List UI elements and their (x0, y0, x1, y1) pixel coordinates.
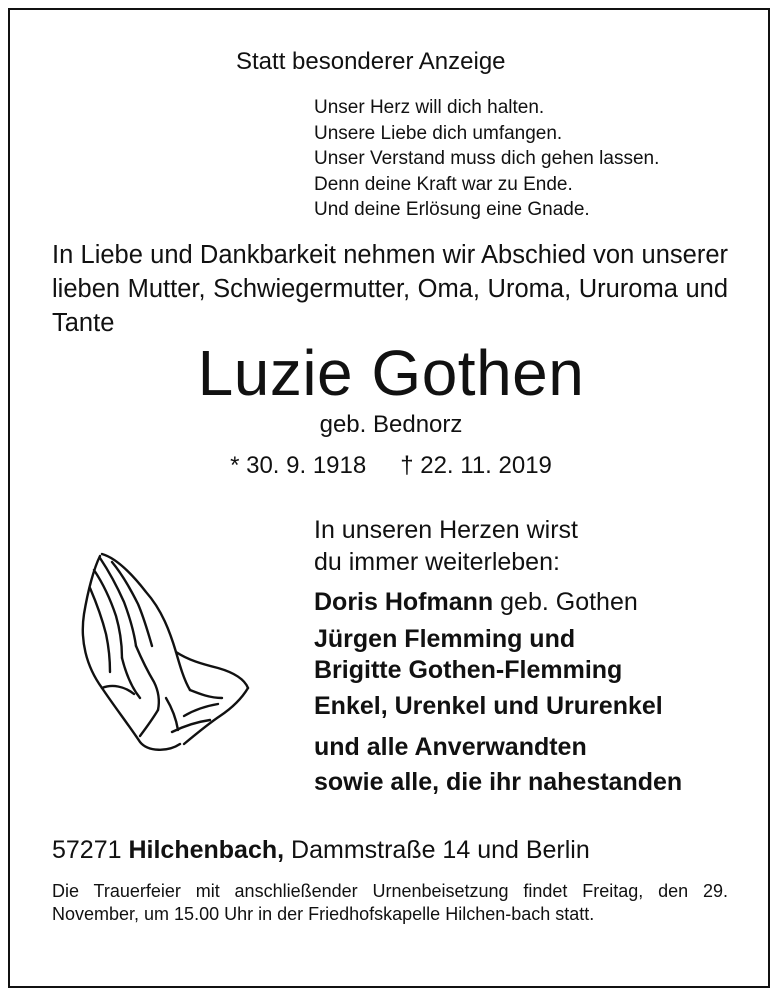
deceased-name: Luzie Gothen (197, 337, 585, 409)
remember-line: In unseren Herzen wirst (314, 516, 579, 544)
birth-name: geb. Bednorz (319, 411, 463, 438)
mourner-relatives: und alle Anverwandten (314, 733, 587, 761)
poem-line: Und deine Erlösung eine Gnade. (314, 199, 590, 220)
mourner-juergen-brigitte (314, 624, 622, 686)
mourner-name: Doris Hofmann (314, 588, 494, 616)
poem (314, 95, 659, 223)
intro-text: In Liebe und Dankbarkeit nehmen wir Abschied von unserer lieben Mutter, Schwiegermutter, Oma, Uroma, Ururoma und Tante (52, 241, 728, 337)
address-street: Dammstraße 14 und Berlin (291, 836, 590, 864)
mourner-others: sowie alle, die ihr nahestanden (314, 768, 683, 796)
remember-text (314, 514, 578, 578)
poem-line: Denn deine Kraft war zu Ende. (314, 173, 573, 195)
mourner-line: Brigitte Gothen-Flemming (314, 656, 623, 684)
funeral-notice: Die Trauerfeier mit anschließender Urnenbeisetzung findet Freitag, den 29. November, um 15.00 Uhr in der Friedhofskapelle Hilchen-bach statt. (52, 881, 728, 924)
mourner-birth-name: geb. Gothen (500, 588, 638, 616)
life-dates (0, 452, 782, 480)
mourner-doris (314, 588, 638, 617)
death-date: † 22. 11. 2019 (400, 452, 552, 479)
poem-line: Unser Verstand muss dich gehen lassen. (314, 148, 660, 169)
mourner-line: Jürgen Flemming und (314, 625, 576, 653)
remember-line: du immer weiterleben: (314, 548, 560, 576)
notice-header: Statt besonderer Anzeige (236, 48, 506, 75)
birth-date: * 30. 9. 1918 (230, 452, 367, 479)
address (52, 836, 590, 865)
address-city: Hilchenbach, (128, 836, 285, 864)
poem-line: Unsere Liebe dich umfangen. (314, 122, 563, 144)
praying-hands-icon (72, 548, 252, 754)
address-zip: 57271 (52, 836, 122, 864)
mourner-grandchildren: Enkel, Urenkel und Ururenkel (314, 692, 663, 720)
poem-line: Unser Herz will dich halten. (314, 97, 545, 118)
